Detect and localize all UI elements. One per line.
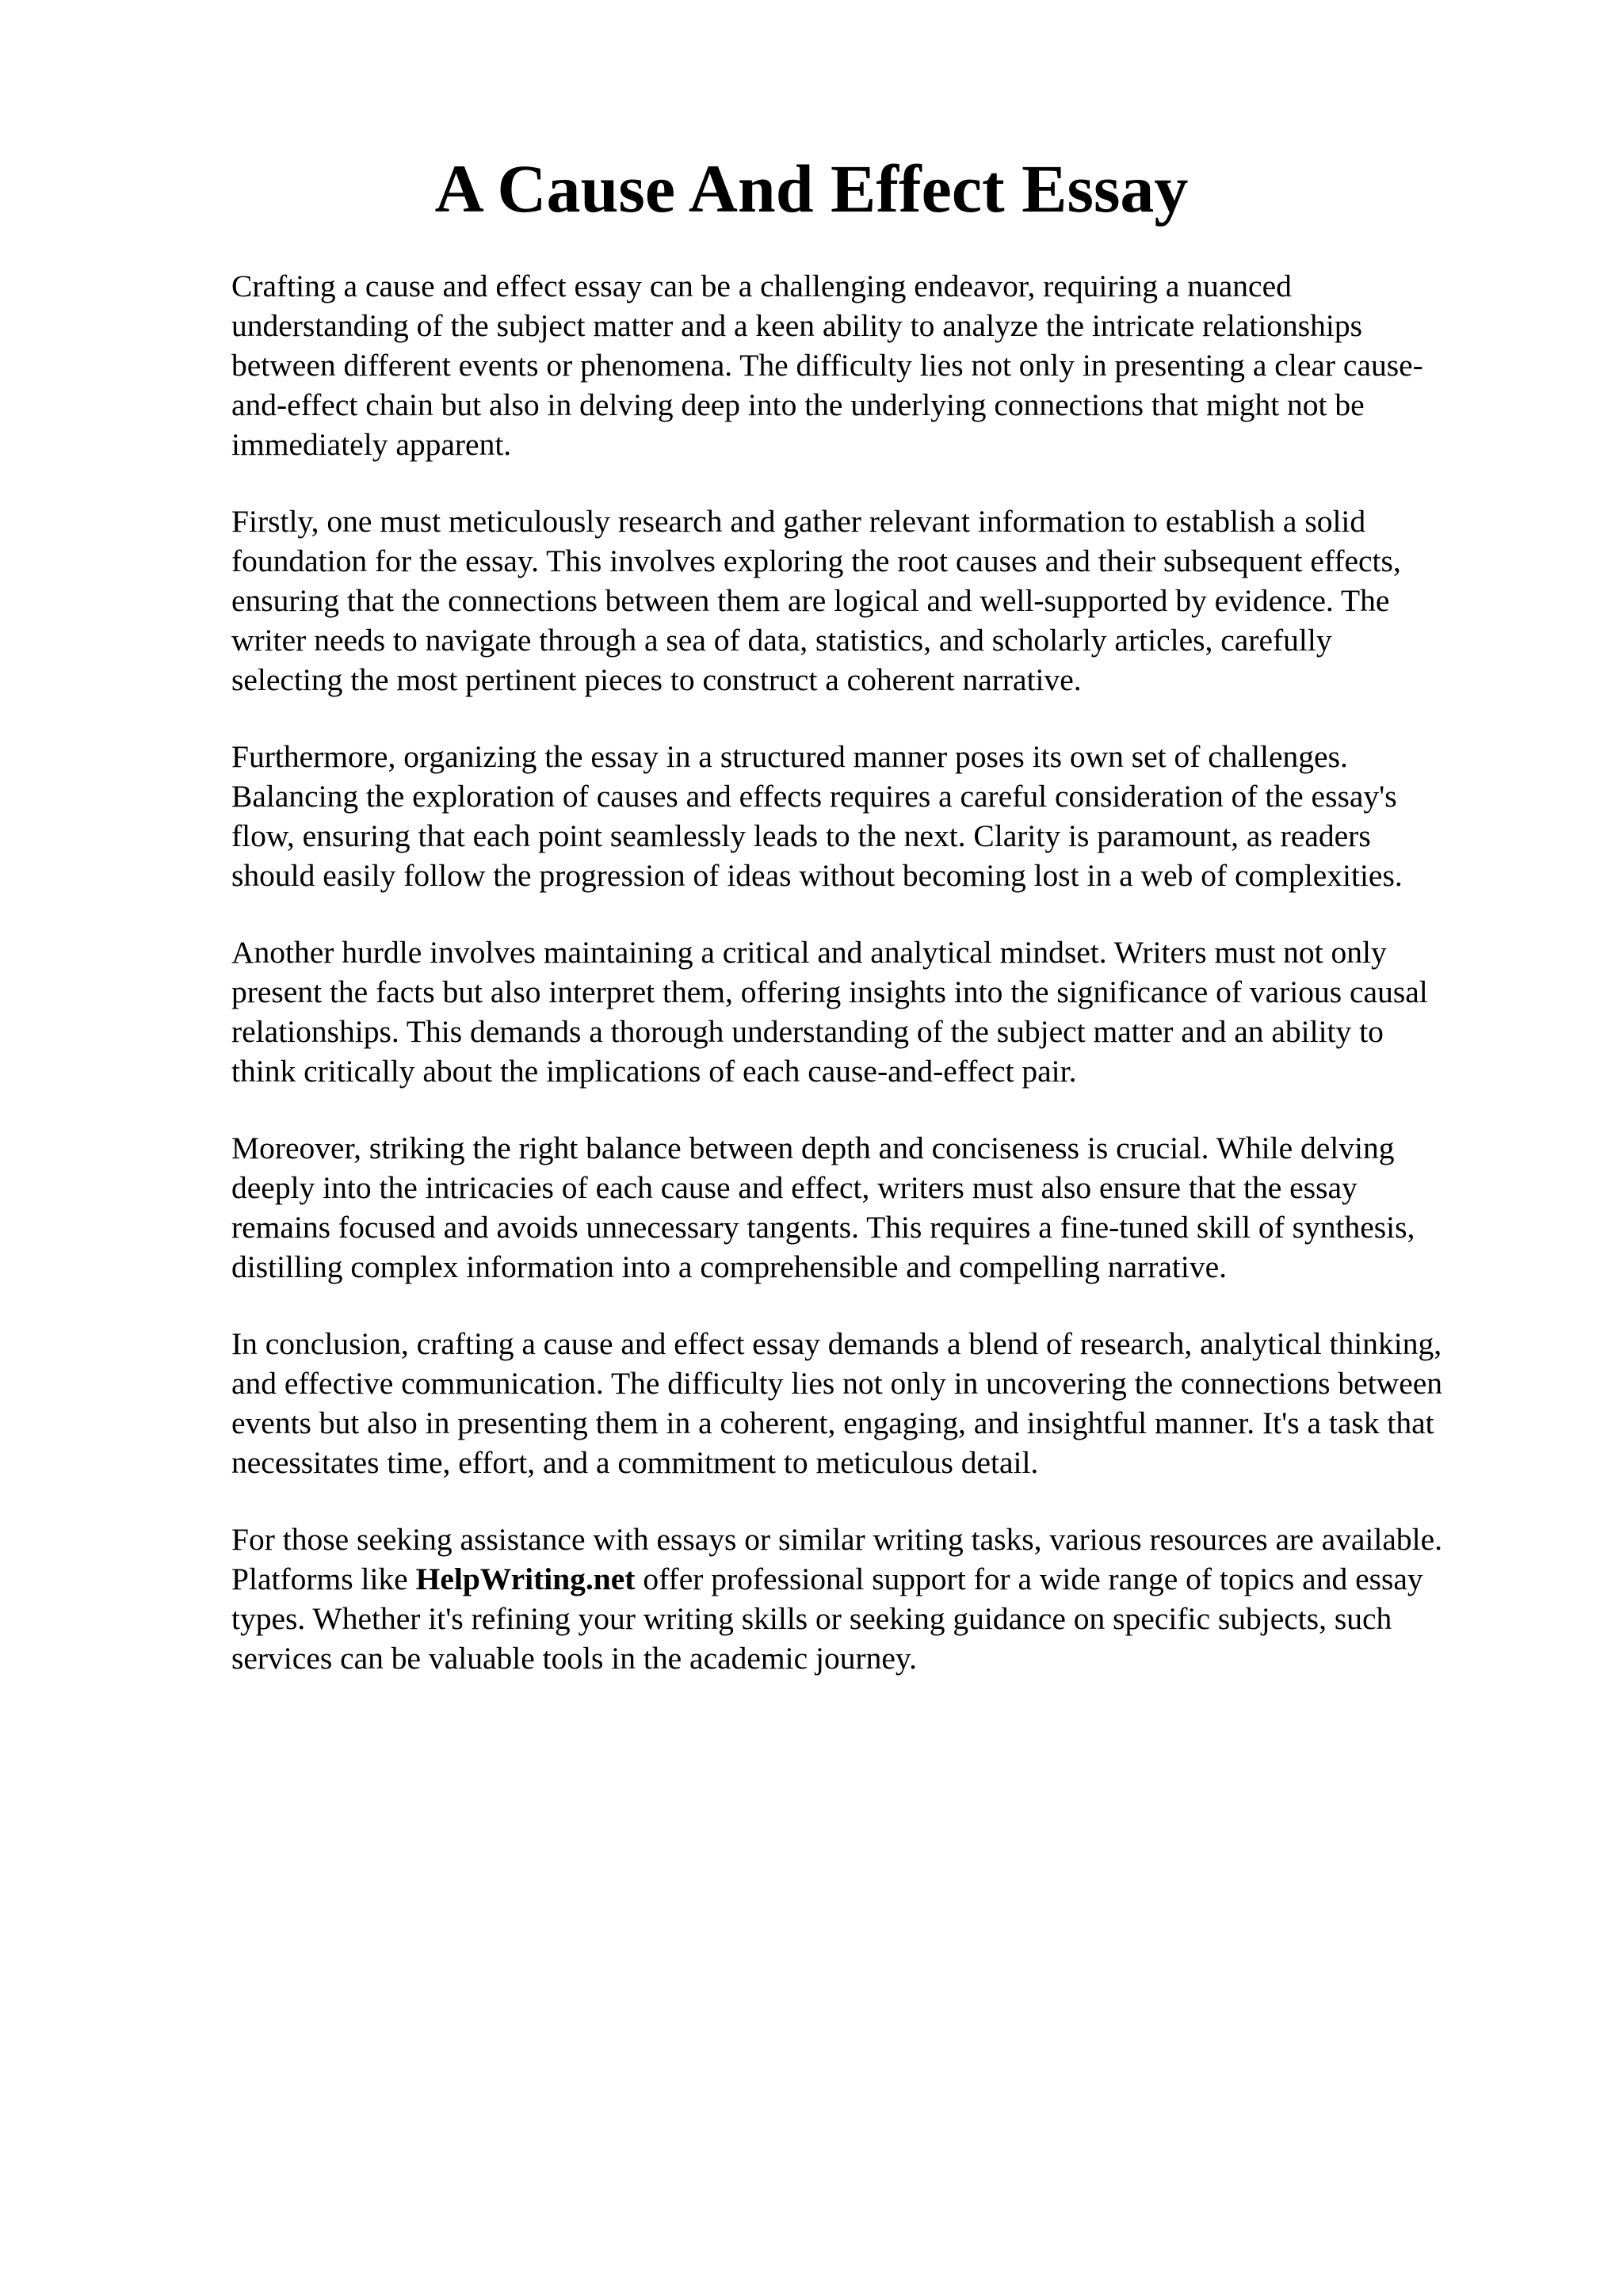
- paragraph-intro: Crafting a cause and effect essay can be a challenging endeavor, requiring a nuanced understanding of the subject matter and a keen ability to analyze the intricate relationships between different events or phenomena. The difficulty lies not only in presenting a clear cause- and-effect chain but also in delving deep into the underlying connections that might not be immediately apparent.: [231, 269, 1423, 462]
- closing-text-before: For those seeking assistance with essays or similar writing tasks, various resources are available. Platforms like: [231, 1522, 1443, 1596]
- document-body: [231, 266, 1515, 1715]
- document-title: A Cause And Effect Essay: [434, 151, 1189, 227]
- paragraph-organization: Furthermore, organizing the essay in a structured manner poses its own set of challenges. Balancing the exploration of causes and effects requires a careful consideration of the essay's flow, ensuring that each point seamlessly leads to the next. Clarity is paramount, as readers should easily follow the progression of ideas without becoming lost in a web of complexities.: [231, 739, 1403, 893]
- paragraph-closing: [231, 1520, 1515, 1678]
- paragraph-research: Firstly, one must meticulously research and gather relevant information to establish a solid foundation for the essay. This involves exploring the root causes and their subsequent effects, ensuring that the connections between them are logical and well-supported by evidence. The writer needs to navigate through a sea of data, statistics, and scholarly articles, carefully selecting the most pertinent pieces to construct a coherent narrative.: [231, 504, 1401, 697]
- helpwriting-link[interactable]: HelpWriting.net: [415, 1562, 636, 1596]
- paragraph-analysis: Another hurdle involves maintaining a critical and analytical mindset. Writers must not only present the facts but also interpret them, offering insights into the significance of various causal relationships. This demands a thorough understanding of the subject matter and an ability to think critically about the implications of each cause-and-effect pair.: [231, 935, 1428, 1089]
- closing-text-after: offer professional support for a wide range of topics and essay types. Whether it's refining your writing skills or seeking guidance on specific subjects, such services can be valuable tools in the academic journey.: [231, 1562, 1423, 1676]
- paragraph-conclusion: In conclusion, crafting a cause and effect essay demands a blend of research, analytical thinking, and effective communication. The difficulty lies not only in uncovering the connections between events but also in presenting them in a coherent, engaging, and insightful manner. It's a task that necessitates time, effort, and a commitment to meticulous detail.: [231, 1326, 1443, 1480]
- paragraph-balance: Moreover, striking the right balance between depth and conciseness is crucial. While delving deeply into the intricacies of each cause and effect, writers must also ensure that the essay remains focused and avoids unnecessary tangents. This requires a fine-tuned skill of synthesis, distilling complex information into a comprehensible and compelling narrative.: [231, 1131, 1415, 1284]
